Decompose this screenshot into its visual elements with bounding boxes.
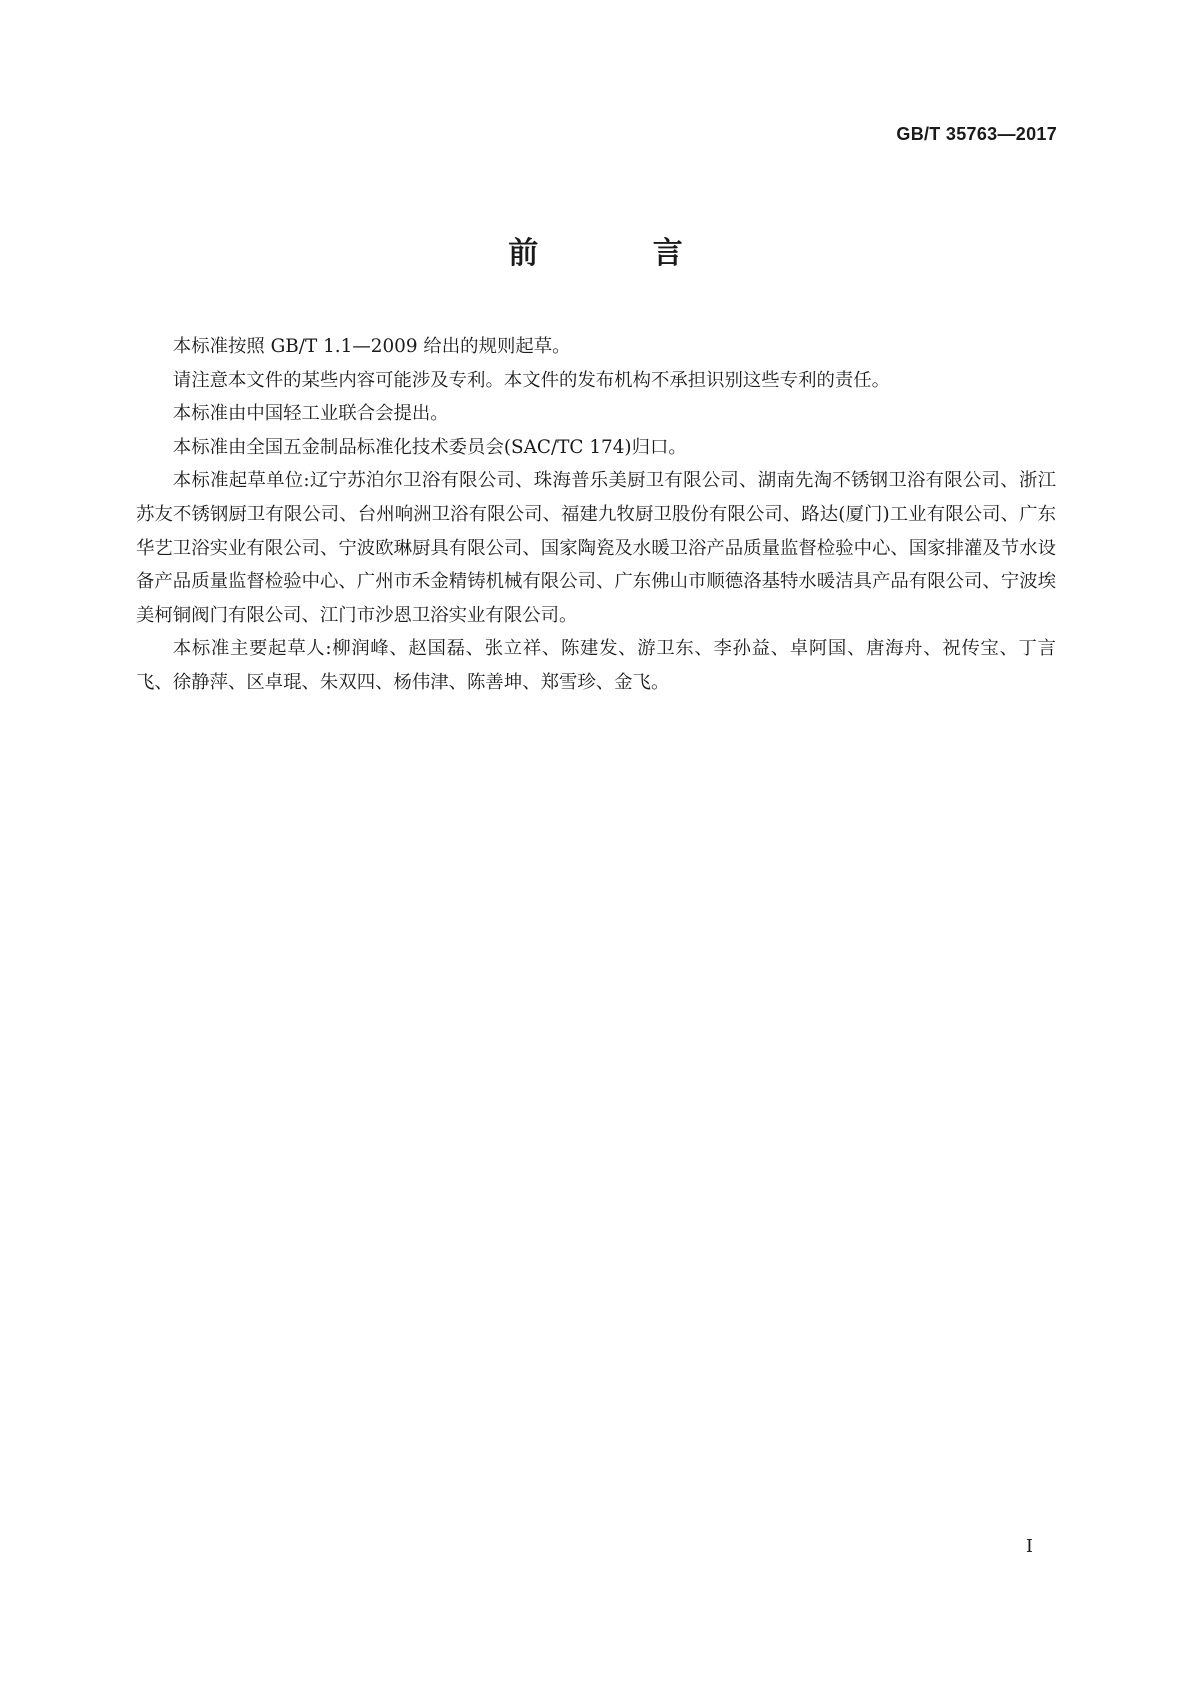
page-number: I <box>1025 1536 1033 1557</box>
paragraph-drafters: 本标准主要起草人:柳润峰、赵国磊、张立祥、陈建发、游卫东、李孙益、卓阿国、唐海舟、祝传宝、丁言飞、徐静萍、区卓琨、朱双四、杨伟津、陈善坤、郑雪珍、金飞。 <box>136 638 1056 693</box>
paragraph-proposer: 本标准由中国轻工业联合会提出。 <box>172 403 449 425</box>
paragraph-drafting-rules: 本标准按照 GB/T 1.1—2009 给出的规则起草。 <box>172 336 571 357</box>
paragraph-committee: 本标准由全国五金制品标准化技术委员会(SAC/TC 174)归口。 <box>172 436 687 458</box>
paragraph-drafting-units: 本标准起草单位:辽宁苏泊尔卫浴有限公司、珠海普乐美厨卫有限公司、湖南先淘不锈钢卫浴有限公司、浙江苏友不锈钢厨卫有限公司、台州响洲卫浴有限公司、福建九牧厨卫股份有限公司、路达(厦门)工业有限公司、广东华艺卫浴实业有限公司、宁波欧琳厨具有限公司、国家陶瓷及水暖卫浴产品质量监督检验中心、国家排灌及节水设备产品质量监督检验中心、广州市禾金精铸机械有限公司、广东佛山市顺德洛基特水暖洁具产品有限公司、宁波埃美柯铜阀门有限公司、江门市沙恩卫浴实业有限公司。 <box>136 470 1056 626</box>
page-title: 前 言 <box>508 236 735 271</box>
standard-code: GB/T 35763—2017 <box>896 124 1057 144</box>
paragraph-patent-notice: 请注意本文件的某些内容可能涉及专利。本文件的发布机构不承担识别这些专利的责任。 <box>172 369 891 391</box>
preface-body <box>136 330 1056 700</box>
